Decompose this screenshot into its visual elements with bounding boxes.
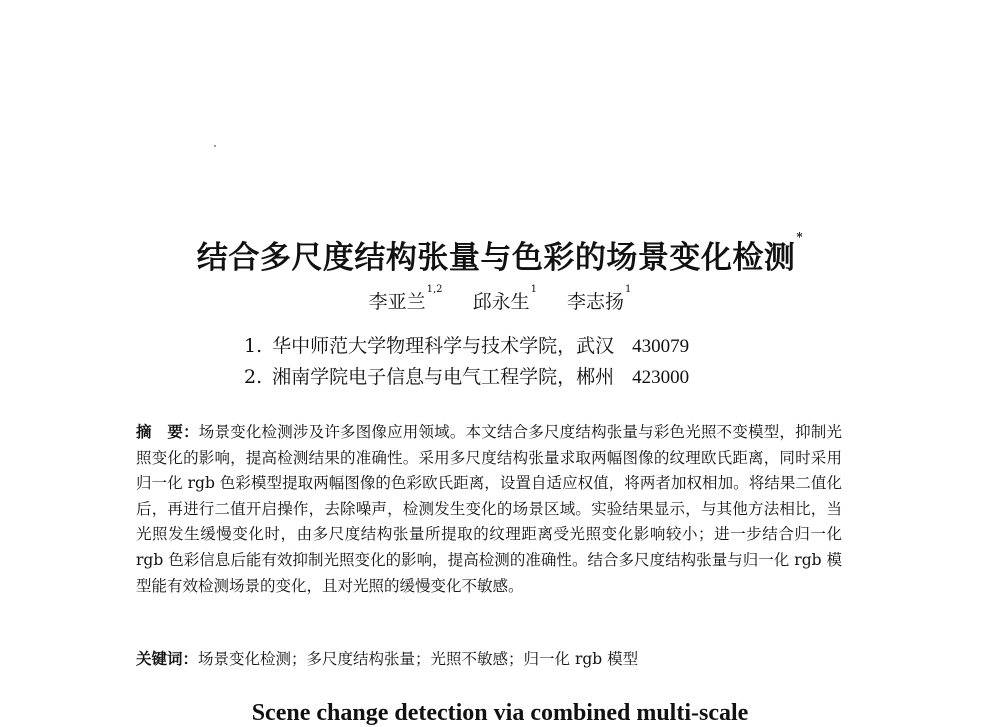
- paper-title: [0, 232, 1000, 277]
- author-list: [0, 284, 1000, 314]
- postal-code: 430079: [632, 336, 690, 357]
- affiliation: [244, 331, 689, 358]
- author: [567, 284, 632, 314]
- author-name: 邱永生: [472, 291, 530, 313]
- author-affiliation-mark: 1,2: [426, 284, 443, 295]
- affiliation-number: 2.: [244, 366, 263, 388]
- affiliation: [244, 362, 689, 389]
- keywords-text: 场景变化检测；多尺度结构张量；光照不敏感；归一化 rgb 模型: [198, 650, 639, 668]
- abstract-text: 场景变化检测涉及许多图像应用领域。本文结合多尺度结构张量与彩色光照不变模型，抑制光照变化的影响，提高检测结果的准确性。采用多尺度结构张量求取两幅图像的纹理欧氏距离，同时采用归一化 rgb 色彩模型提取两幅图像的色彩欧氏距离，设置自适应权值，将两者加权相加。将结果二值化后，再进行二值开启操作，去除噪声，检测发生变化的场景区域。实验结果显示，与其他方法相比，当光照发生缓慢变化时，由多尺度结构张量所提取的纹理距离受光照变化影响较小；进一步结合归一化 rgb 色彩信息后能有效抑制光照变化的影响，提高检测的准确性。结合多尺度结构张量与归一化 rgb 模型能有效检测场景的变化，且对光照的缓慢变化不敏感。: [136, 423, 842, 595]
- abstract: [136, 420, 842, 599]
- abstract-label: 摘 要：: [136, 423, 199, 441]
- affiliation-text: 华中师范大学物理科学与技术学院，武汉: [272, 335, 615, 357]
- keywords-label: 关键词：: [136, 650, 199, 668]
- author: [368, 284, 443, 314]
- postal-code: 423000: [632, 367, 690, 388]
- paper-title-text: 结合多尺度结构张量与色彩的场景变化检测: [196, 240, 796, 276]
- author: [472, 284, 537, 314]
- affiliation-text: 湘南学院电子信息与电气工程学院，郴州: [272, 366, 615, 388]
- author-affiliation-mark: 1: [530, 284, 537, 295]
- keywords: [136, 647, 842, 671]
- scan-speck: [214, 145, 216, 147]
- author-name: 李亚兰: [368, 291, 426, 313]
- title-footnote-mark: *: [796, 230, 804, 244]
- affiliation-number: 1.: [244, 335, 263, 357]
- author-affiliation-mark: 1: [625, 284, 632, 295]
- author-name: 李志扬: [567, 291, 625, 313]
- english-title: Scene change detection via combined multi-scale: [251, 700, 749, 726]
